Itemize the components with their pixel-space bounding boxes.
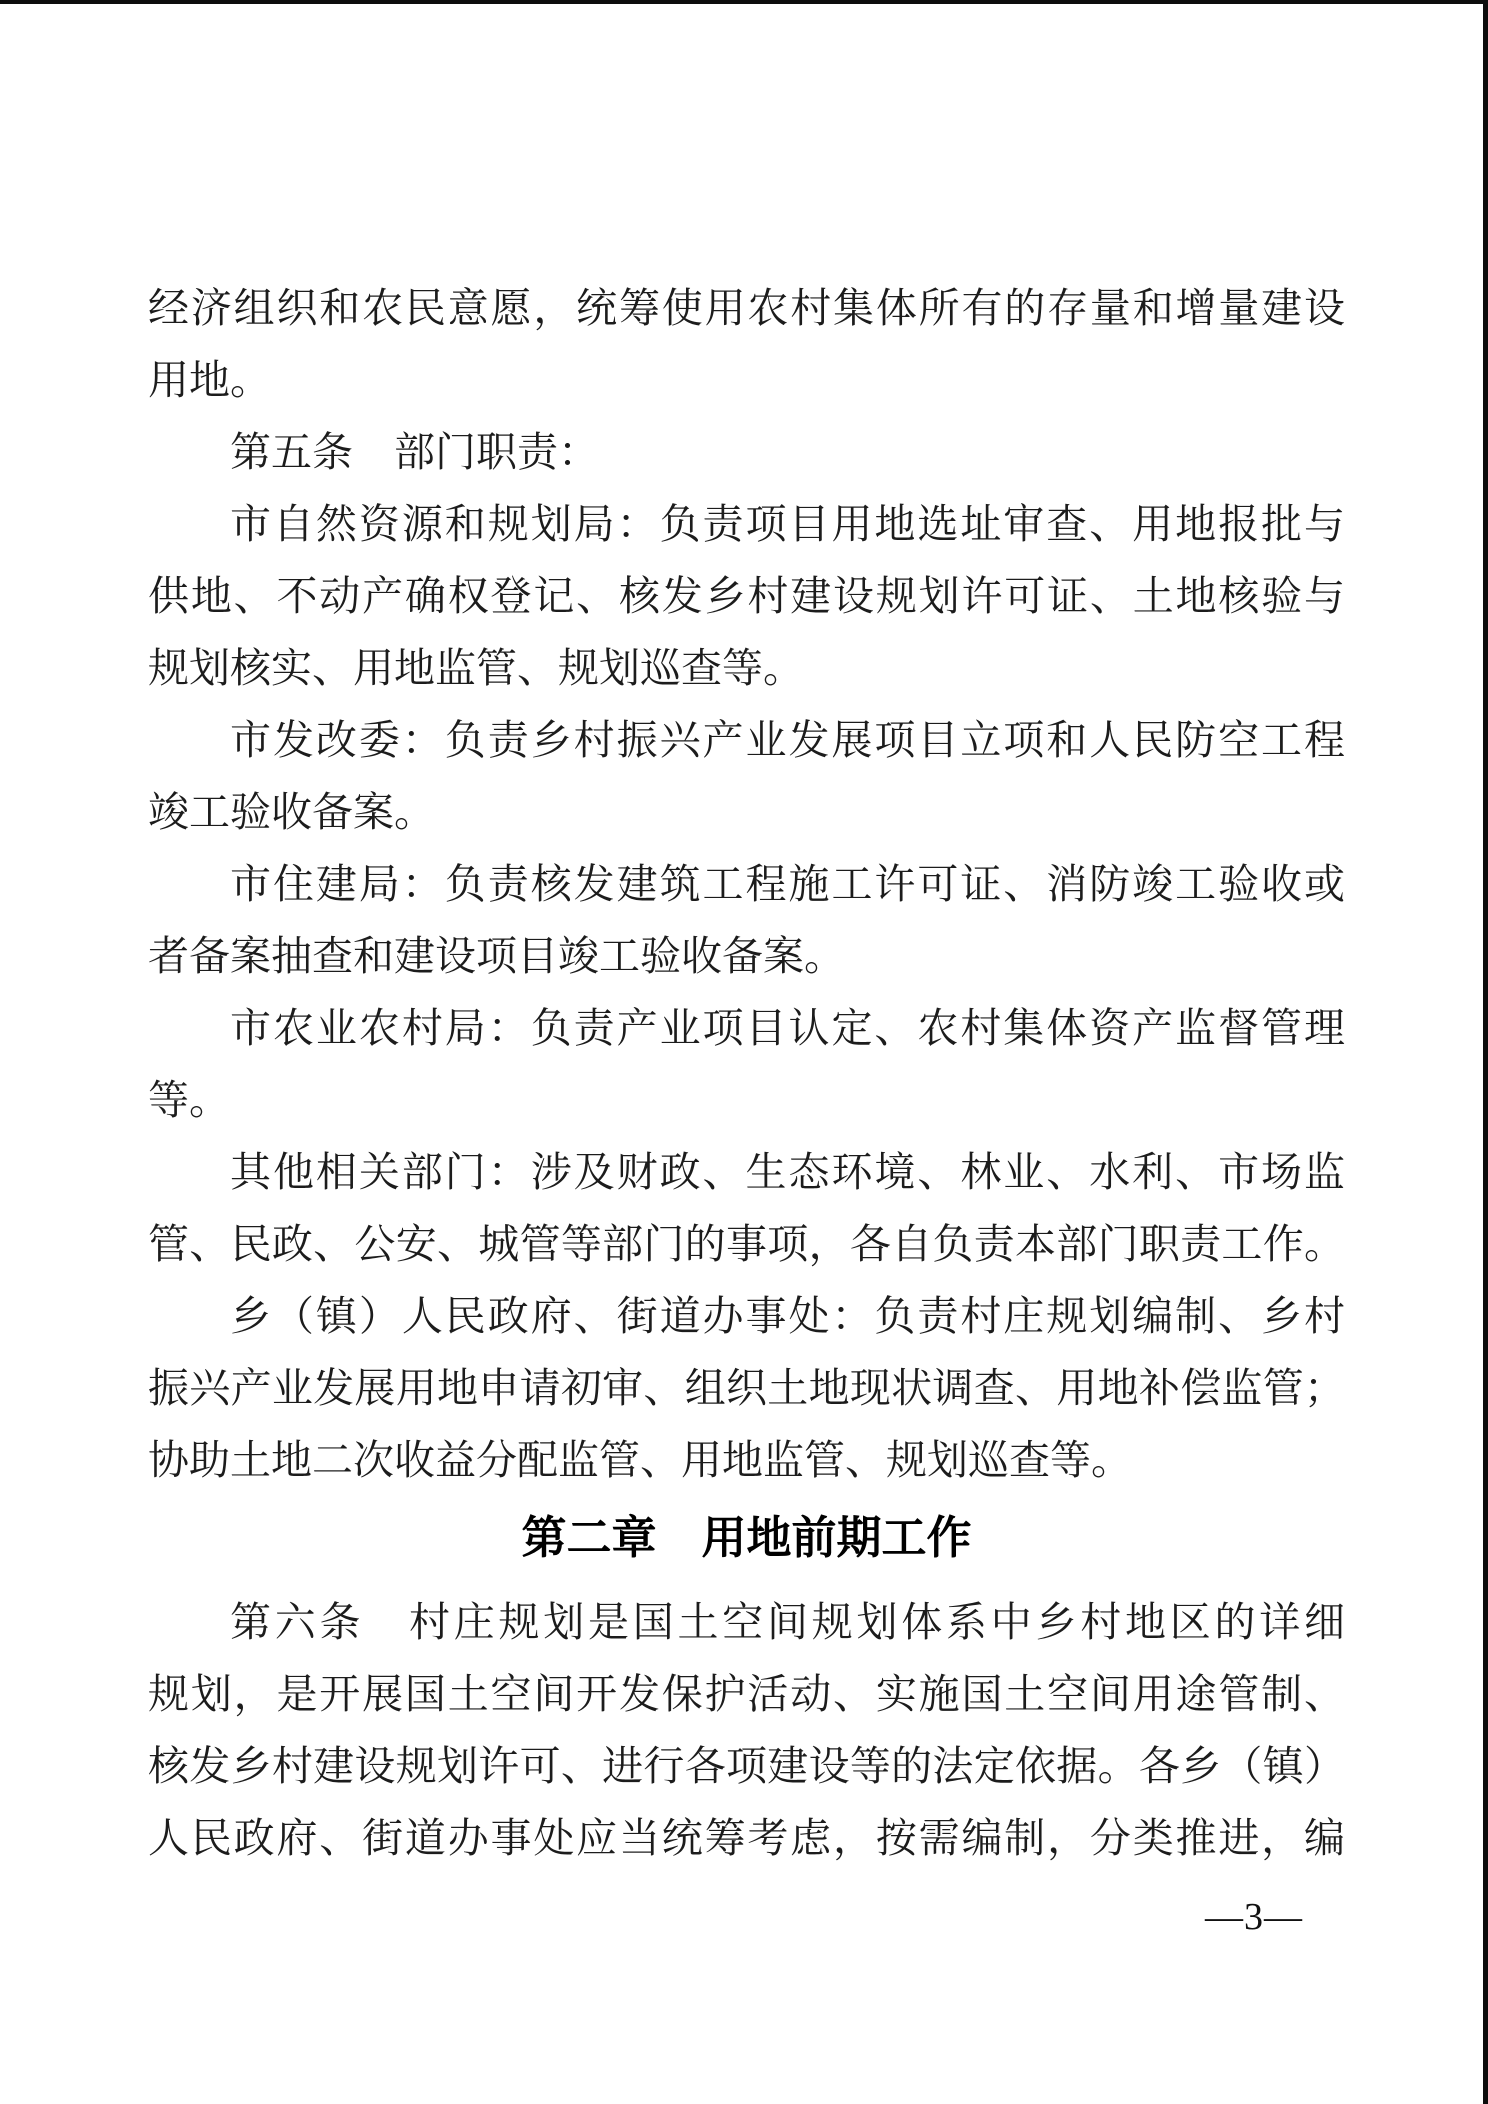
text-line: 其他相关部门：涉及财政、生态环境、林业、水利、市场监 xyxy=(230,1149,1345,1195)
text-line: 市农业农村局：负责产业项目认定、农村集体资产监督管理 xyxy=(230,1005,1345,1051)
text-line: 乡（镇）人民政府、街道办事处：负责村庄规划编制、乡村 xyxy=(230,1293,1345,1339)
text-line: 供地、不动产确权登记、核发乡村建设规划许可证、土地核验与 xyxy=(148,573,1345,619)
text-line: 振兴产业发展用地申请初审、组织土地现状调查、用地补偿监管； xyxy=(148,1365,1345,1411)
text-line: 核发乡村建设规划许可、进行各项建设等的法定依据。各乡（镇） xyxy=(148,1743,1345,1789)
text-line: 管、民政、公安、城管等部门的事项，各自负责本部门职责工作。 xyxy=(148,1221,1345,1267)
text-line: 协助土地二次收益分配监管、用地监管、规划巡查等。 xyxy=(148,1437,1132,1483)
article-6-line: 第六条 村庄规划是国土空间规划体系中乡村地区的详细 xyxy=(230,1599,1345,1645)
text-line: 经济组织和农民意愿，统筹使用农村集体所有的存量和增量建设 xyxy=(148,285,1345,331)
text-line: 市住建局：负责核发建筑工程施工许可证、消防竣工验收或 xyxy=(230,861,1345,907)
document-body xyxy=(148,272,1345,1874)
text-line: 用地。 xyxy=(148,357,271,403)
article-5-heading-line: 第五条 部门职责： xyxy=(230,429,599,475)
page-number: —3— xyxy=(1205,1896,1303,1938)
text-line: 竣工验收备案。 xyxy=(148,789,435,835)
text-line: 规划核实、用地监管、规划巡查等。 xyxy=(148,645,804,691)
text-line: 市自然资源和规划局：负责项目用地选址审查、用地报批与 xyxy=(230,501,1345,547)
text-line: 市发改委：负责乡村振兴产业发展项目立项和人民防空工程 xyxy=(230,717,1345,763)
text-line: 等。 xyxy=(148,1077,230,1123)
text-line: 者备案抽查和建设项目竣工验收备案。 xyxy=(148,933,845,979)
text-line: 规划，是开展国土空间开发保护活动、实施国土空间用途管制、 xyxy=(148,1671,1345,1717)
chapter-2-heading: 第二章 用地前期工作 xyxy=(521,1512,972,1563)
text-line: 人民政府、街道办事处应当统筹考虑，按需编制，分类推进，编 xyxy=(148,1815,1345,1861)
